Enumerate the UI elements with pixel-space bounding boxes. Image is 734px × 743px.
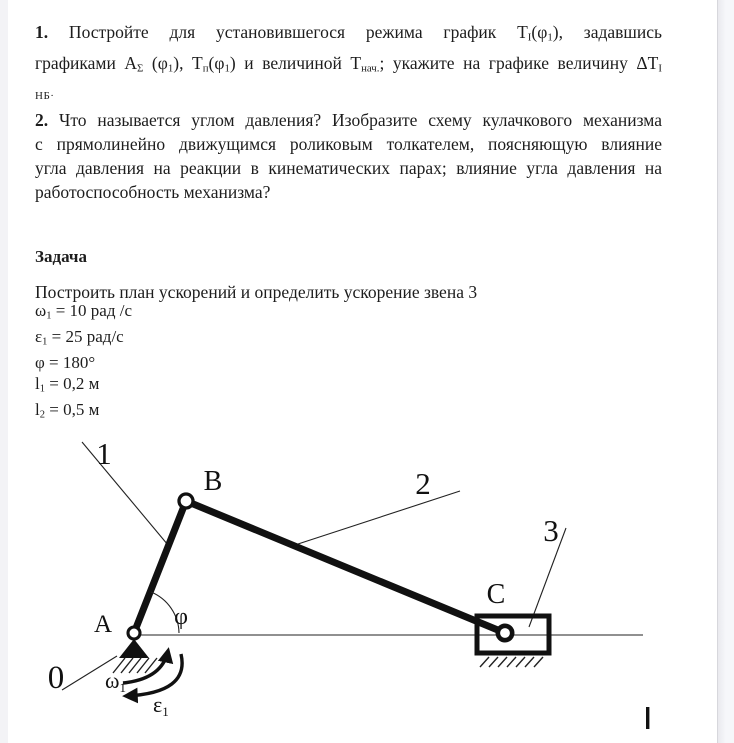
param-l1: $l_1 = 0,2$ м (35, 373, 100, 395)
question-2 (35, 108, 662, 204)
page-left-margin-strip (0, 0, 8, 743)
ground-support-a (119, 639, 149, 658)
leader-line-1 (82, 442, 168, 545)
label-joint-c: C (486, 579, 506, 610)
leader-line-2 (298, 491, 460, 544)
label-link-2: 2 (415, 466, 431, 501)
epsilon1-arrow (126, 654, 182, 696)
link-2-coupler (186, 501, 505, 633)
task-statement: Построить план ускорений и определить ускорение звена 3 (35, 282, 478, 302)
slider-hatching (480, 657, 543, 667)
label-joint-a: A (93, 611, 113, 638)
question-2-line-3: угла давления на реакции в кинематических парах; влияние угла давления на (35, 158, 662, 178)
question-2-line-1: 2. Что называется углом давления? Изобразите схему кулачкового механизма (35, 110, 662, 130)
ground-hatching-a (113, 658, 157, 673)
text-cursor (646, 707, 649, 729)
question-1-line-2: графиками $A_\Sigma$ $(\varphi_1)$, $T_п(\varphi_1)$ и величиной $T_{нач.}$; укажите на графике величину $\Delta T_I$ (35, 52, 662, 75)
label-epsilon1: ε1 (153, 692, 169, 719)
question-2-line-4: работоспособность механизма? (35, 182, 271, 202)
label-phi: φ (174, 604, 188, 630)
label-link-1: 1 (96, 436, 112, 471)
pin-c (498, 626, 512, 640)
param-l2: $l_2 = 0,5$ м (35, 399, 100, 421)
question-1 (35, 20, 662, 106)
question-1-subscript-carry: НБ· (35, 90, 55, 103)
param-omega1: $\omega_1 = 10$ рад /с (35, 301, 133, 322)
question-1-line-1: 1. Постройте для установившегося режима график $T_I(\varphi_1)$, задавшись (35, 22, 662, 44)
task-parameters (35, 301, 132, 426)
page-right-margin-strip (717, 0, 734, 743)
pin-b (179, 494, 193, 508)
question-2-line-2: с прямолинейно движущимся роликовым толкателем, поясняющую влияние (35, 134, 662, 154)
task-heading: Задача (35, 247, 87, 266)
label-ground-0: 0 (47, 660, 65, 696)
label-omega1: ω1 (105, 668, 126, 695)
label-link-3: 3 (543, 513, 559, 548)
param-phi: φ = 180° (35, 353, 96, 373)
pin-a (128, 627, 140, 639)
mechanism-diagram (30, 420, 670, 743)
param-epsilon1: $\varepsilon_1 = 25$ рад/с (35, 327, 124, 348)
label-joint-b: B (203, 466, 223, 497)
